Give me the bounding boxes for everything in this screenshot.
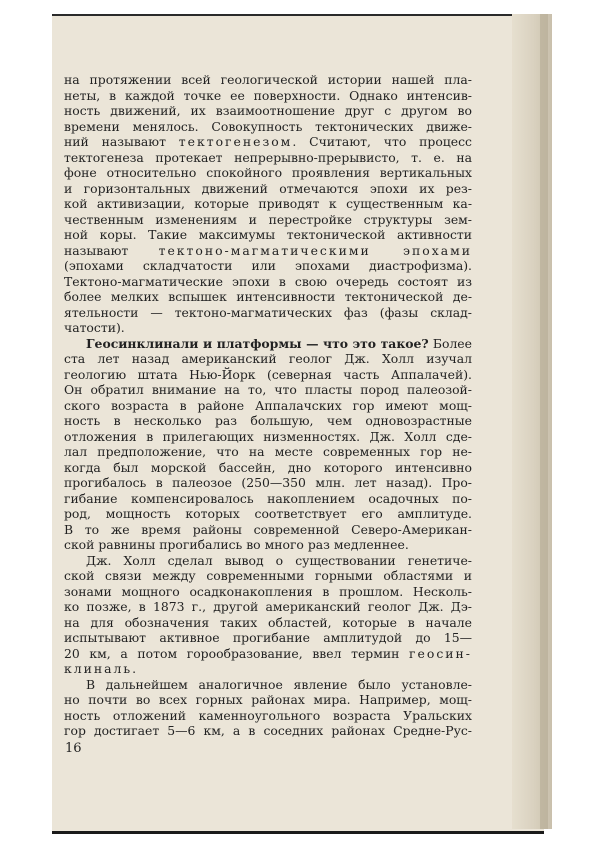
- text-line: Он обратил внимание на то, что пласты пород палеозой-: [64, 382, 472, 397]
- text-line: геологию штата Нью-Йорк (северная часть Аппалачей).: [64, 366, 472, 382]
- text-line: [64, 134, 472, 150]
- text-line: прогибалось в палеозое (250—350 млн. лет назад). Про-: [64, 475, 472, 490]
- text-line: чественным изменениям и перестройке структуры зем-: [64, 211, 472, 227]
- text-line: ность движений, их взаимоотношение друг с другом во: [64, 103, 472, 118]
- text-line: Дж. Холл сделал вывод о существовании генетиче-: [86, 552, 472, 568]
- text-line: [64, 243, 472, 259]
- text-line: ной коры. Такие максимумы тектонической активности: [64, 227, 472, 242]
- page-number: 16: [65, 741, 82, 756]
- text-line: ского возраста в районе Аппалачских гор имеют мощ-: [64, 397, 472, 413]
- text-line: ста лет назад американский геолог Дж. Холл изучал: [64, 351, 472, 366]
- text-line: когда был морской бассейн, дно которого интенсивно: [64, 459, 472, 475]
- text-line: род, мощность которых соответствует его амплитуде.: [64, 506, 472, 521]
- text-line: В дальнейшем аналогичное явление было установле-: [86, 676, 472, 692]
- body-text: [64, 72, 472, 739]
- term-geosyncline-end: клиналь: [64, 661, 133, 676]
- text-line: [64, 661, 472, 677]
- text-line: времени менялось. Совокупность тектонических движе-: [64, 118, 472, 134]
- term-tectogenesis: тектогенезом: [178, 134, 293, 149]
- text-fragment: 20 км, а потом горообразование, ввел термин: [64, 645, 400, 661]
- text-line: испытывают активное прогибание амплитудой до 15—: [64, 630, 472, 645]
- section-heading: Геосинклинали и платформы — что это такое?: [86, 335, 429, 351]
- text-line: ятельности — тектоно-магматических фаз (фазы склад-: [64, 304, 472, 320]
- text-line: ской равнины прогибались во много раз медленнее.: [64, 537, 409, 552]
- text-line: ко позже, в 1873 г., другой американский геолог Дж. Дэ-: [64, 599, 472, 614]
- term-geosyncline: геосин-: [409, 645, 472, 661]
- text-fragment: . Считают, что процесс: [292, 134, 472, 149]
- text-fragment: называют: [64, 242, 129, 258]
- binding-shadow: [540, 14, 548, 829]
- text-fragment: Более: [432, 335, 472, 351]
- text-line: ность отложений каменноугольного возраста Уральских: [64, 707, 472, 723]
- text-line: фоне относительно спокойного проявления вертикальных: [64, 165, 472, 180]
- text-line: отложения в прилегающих низменностях. Дж. Холл сде-: [64, 428, 472, 444]
- text-line: зонами мощного осадконакопления в прошлом. Несколь-: [64, 583, 472, 599]
- text-line: тектогенеза протекает непрерывно-прерывисто, т. е. на: [64, 149, 472, 165]
- text-line: кой активизации, которые приводят к существенным ка-: [64, 196, 472, 211]
- text-line: В то же время районы современной Северо-Американ-: [64, 521, 472, 537]
- text-line: лал предположение, что на месте современных гор не-: [64, 444, 472, 459]
- term-tectono-magmatic-epochs: тектоно-магматическими эпохами: [158, 242, 472, 258]
- text-line: гор достигает 5—6 км, а в соседних районах Средне-Рус-: [64, 723, 472, 738]
- text-line: (эпохами складчатости или эпохами диастрофизма).: [64, 258, 472, 273]
- text-line: и горизонтальных движений отмечаются эпохи их рез-: [64, 180, 472, 196]
- text-fragment: .: [132, 661, 137, 676]
- text-fragment: ний называют: [64, 134, 166, 149]
- text-line: более мелких вспышек интенсивности тектонической де-: [64, 289, 472, 304]
- text-line: неты, в каждой точке ее поверхности. Однако интенсив-: [64, 87, 472, 103]
- text-line: гибание компенсировалось накоплением осадочных по-: [64, 490, 472, 506]
- text-line: ность в несколько раз большую, чем одновозрастные: [64, 413, 472, 428]
- text-line: [64, 336, 472, 352]
- text-line: но почти во всех горных районах мира. Например, мощ-: [64, 692, 472, 707]
- text-line: ской связи между современными горными областями и: [64, 568, 472, 583]
- text-line: на для обозначения таких областей, которые в начале: [64, 614, 472, 630]
- text-line: на протяжении всей геологической истории нашей пла-: [64, 72, 472, 87]
- text-line: [64, 646, 472, 662]
- text-line: Тектоно-магматические эпохи в свою очередь состоят из: [64, 273, 472, 289]
- text-line: чатости).: [64, 320, 125, 335]
